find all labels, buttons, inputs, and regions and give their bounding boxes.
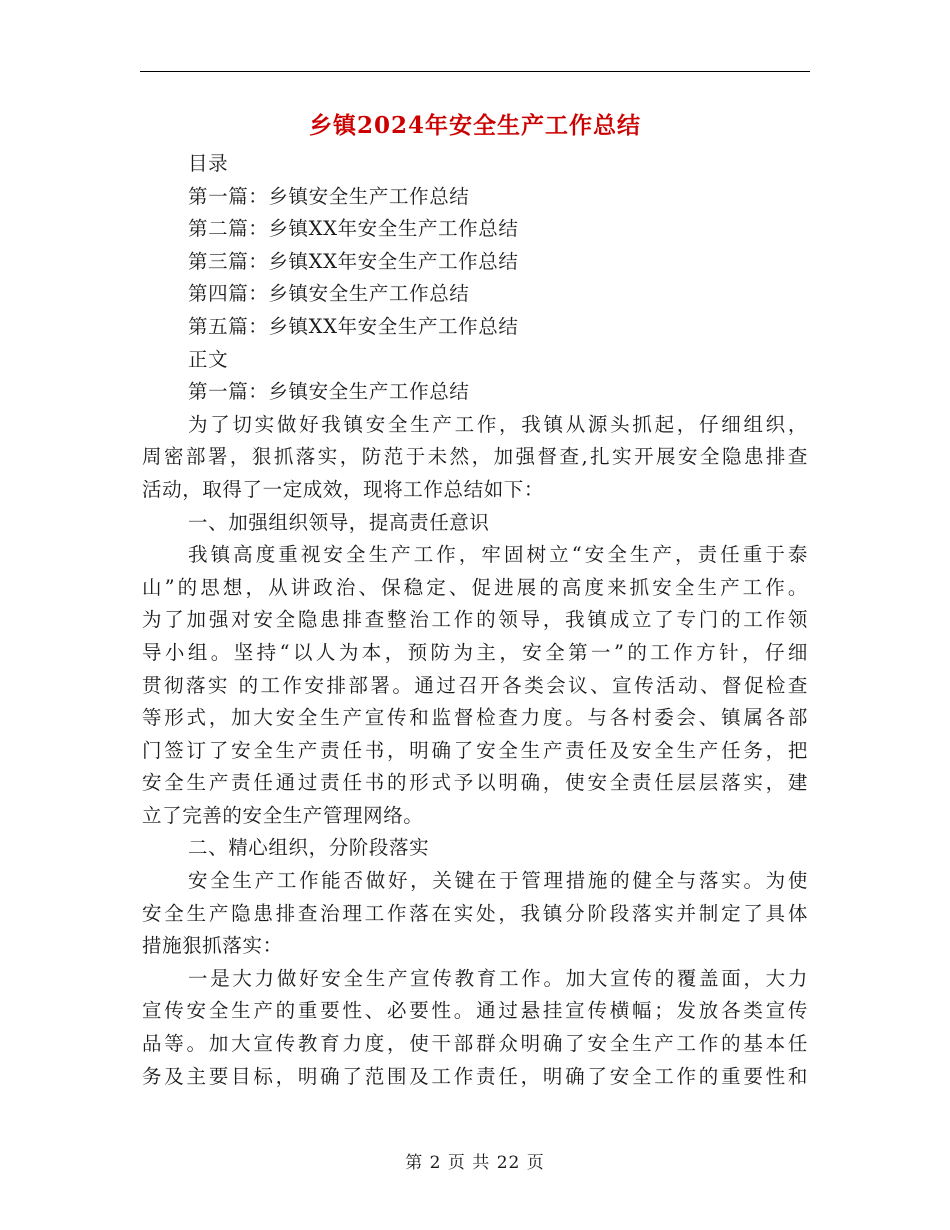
toc-item[interactable]: 第三篇：乡镇XX年安全生产工作总结 (188, 249, 519, 273)
section-heading-2: 二、精心组织，分阶段落实 (188, 836, 430, 860)
toc-item[interactable]: 第二篇：乡镇XX年安全生产工作总结 (188, 217, 519, 241)
table-of-contents (142, 181, 808, 344)
paragraph-line: 活动，取得了一定成效，现将工作总结如下： (142, 477, 545, 501)
paragraph-line: 导小组。坚持“以人为本，预防为主，安全第一”的工作方针，仔细 (142, 640, 808, 664)
header-rule (140, 71, 810, 72)
paragraph-line: 为了切实做好我镇安全生产工作，我镇从源头抓起，仔细组织， (188, 412, 808, 436)
body-heading: 正文 (188, 347, 229, 371)
paragraph-line: 我镇高度重视安全生产工作，牢固树立“安全生产，责任重于泰 (188, 543, 808, 567)
paragraph-line: 务及主要目标，明确了范围及工作责任，明确了安全工作的重要性和 (142, 1064, 808, 1088)
page-number: 第 2 页 共 22 页 (405, 1153, 545, 1173)
paragraph-line: 为了加强对安全隐患排查整治工作的领导，我镇成立了专门的工作领 (142, 608, 808, 632)
paragraph-line: 周密部署，狠抓落实，防范于未然，加强督查,扎实开展安全隐患排查 (142, 445, 808, 469)
paragraph-organization (142, 539, 808, 832)
paragraph-intro (142, 409, 808, 507)
paragraph-line: 门签订了安全生产责任书，明确了安全生产责任及安全生产任务，把 (142, 738, 808, 762)
toc-item[interactable]: 第五篇：乡镇XX年安全生产工作总结 (188, 314, 519, 338)
document-title: 乡镇2024年安全生产工作总结 (308, 112, 641, 139)
toc-item[interactable]: 第四篇：乡镇安全生产工作总结 (188, 282, 470, 306)
section-heading-1: 一、加强组织领导，提高责任意识 (188, 510, 490, 534)
paragraph-line: 立了完善的安全生产管理网络。 (142, 803, 424, 827)
paragraph-line: 等形式，加大安全生产宣传和监督检查力度。与各村委会、镇属各部 (142, 706, 808, 730)
document-body (142, 148, 808, 1093)
paragraph-line: 安全生产责任通过责任书的形式予以明确，使安全责任层层落实，建 (142, 771, 808, 795)
part-heading: 第一篇：乡镇安全生产工作总结 (188, 380, 470, 404)
paragraph-line: 宣传安全生产的重要性、必要性。通过悬挂宣传横幅；发放各类宣传 (142, 999, 808, 1023)
toc-heading: 目录 (188, 152, 229, 175)
paragraph-line: 安全生产工作能否做好，关键在于管理措施的健全与落实。为使 (188, 869, 808, 893)
paragraph-publicity (142, 963, 808, 1093)
paragraph-line: 一是大力做好安全生产宣传教育工作。加大宣传的覆盖面，大力 (188, 966, 808, 990)
paragraph-line: 山”的思想，从讲政治、保稳定、促进展的高度来抓安全生产工作。 (142, 575, 808, 599)
toc-item[interactable]: 第一篇：乡镇安全生产工作总结 (188, 184, 470, 208)
paragraph-line: 安全生产隐患排查治理工作落在实处，我镇分阶段落实并制定了具体 (142, 901, 808, 925)
paragraph-line: 措施狠抓落实： (142, 934, 283, 958)
paragraph-measures (142, 865, 808, 963)
paragraph-line: 品等。加大宣传教育力度，使干部群众明确了安全生产工作的基本任 (142, 1032, 808, 1056)
paragraph-line: 贯彻落实 的工作安排部署。通过召开各类会议、宣传活动、督促检查 (142, 673, 808, 697)
